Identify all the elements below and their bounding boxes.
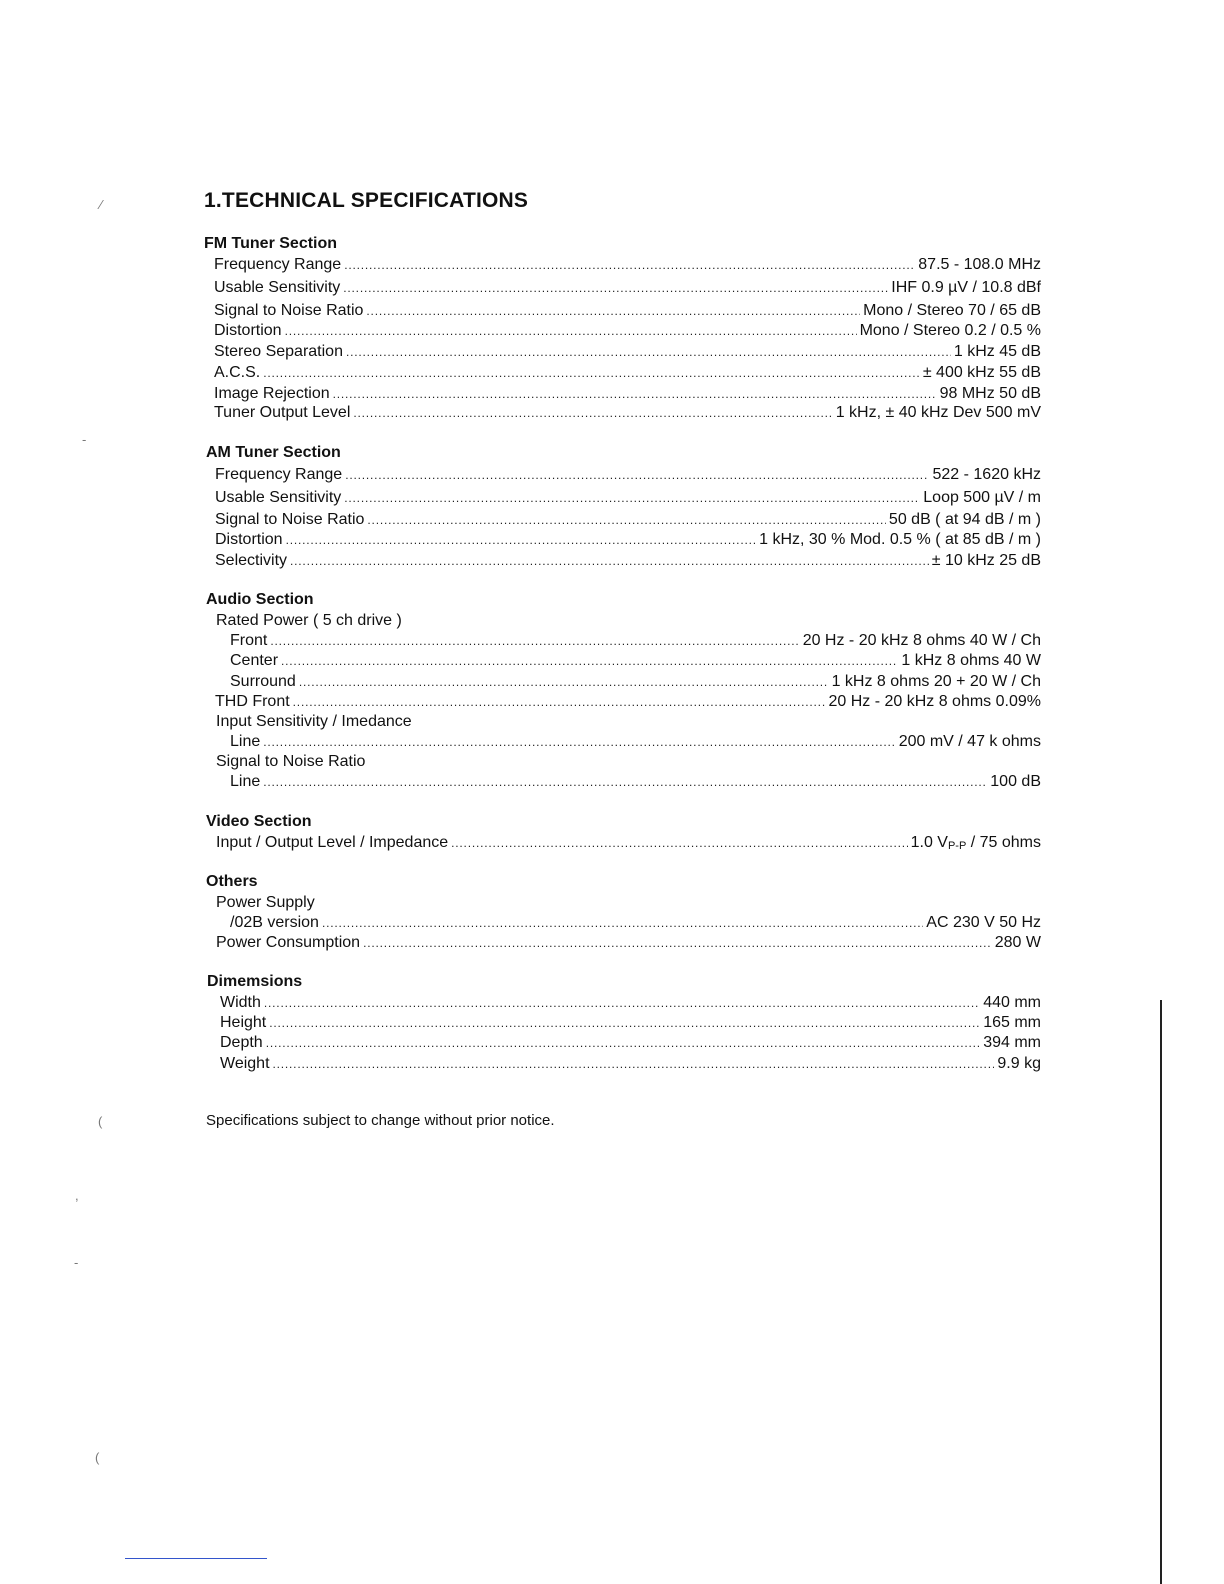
- spec-label: Center: [230, 652, 279, 669]
- scan-speck: -: [82, 432, 87, 447]
- spec-row: [220, 993, 1041, 1013]
- dot-leader: [270, 631, 799, 651]
- spec-row: [230, 631, 1041, 651]
- dot-leader: [264, 993, 980, 1013]
- spec-label: Line: [230, 773, 261, 790]
- spec-row: [214, 384, 1041, 404]
- dot-leader: [293, 692, 826, 712]
- video-value-prefix: 1.0 V: [910, 834, 948, 851]
- section-heading-others: Others: [206, 873, 258, 890]
- spec-value: 280 W: [994, 934, 1041, 951]
- spec-row: [230, 772, 1041, 792]
- section-heading-fm: FM Tuner Section: [204, 235, 338, 252]
- dot-leader: [346, 342, 951, 362]
- scan-speck: ⁄: [100, 197, 103, 212]
- spec-label: Line: [230, 733, 261, 750]
- dot-leader: [344, 255, 915, 275]
- spec-row: [216, 833, 1041, 856]
- spec-subheading: Signal to Noise Ratio: [216, 753, 366, 770]
- video-value-subscript: P-P: [947, 840, 967, 852]
- dot-leader: [281, 651, 898, 671]
- spec-label: Width: [220, 994, 261, 1011]
- dot-leader: [266, 1033, 981, 1053]
- spec-label: Power Consumption: [216, 934, 361, 951]
- dot-leader: [345, 465, 929, 485]
- spec-label: Image Rejection: [214, 385, 330, 402]
- spec-value: 9.9 kg: [997, 1055, 1041, 1072]
- spec-value: 440 mm: [983, 994, 1041, 1011]
- spec-row: [230, 651, 1041, 671]
- spec-row: [215, 465, 1041, 485]
- spec-row: [220, 1013, 1041, 1033]
- spec-value: 200 mV / 47 k ohms: [898, 733, 1041, 750]
- video-value-suffix: / 75 ohms: [966, 834, 1041, 851]
- spec-row: [214, 278, 1041, 298]
- spec-label: Distortion: [215, 531, 283, 548]
- spec-label: Tuner Output Level: [214, 404, 351, 421]
- spec-label: Distortion: [214, 322, 282, 339]
- dot-leader: [273, 1054, 995, 1074]
- spec-label: Height: [220, 1014, 267, 1031]
- dot-leader: [333, 384, 937, 404]
- spec-value: 394 mm: [983, 1034, 1041, 1051]
- spec-subheading: Input Sensitivity / Imedance: [216, 713, 412, 730]
- spec-label: Frequency Range: [214, 256, 342, 273]
- footnote: Specifications subject to change without prior notice.: [206, 1112, 555, 1129]
- spec-value: Loop 500 µV / m: [923, 489, 1041, 506]
- spec-label: Stereo Separation: [214, 343, 343, 360]
- spec-value: 100 dB: [990, 773, 1041, 790]
- spec-row: [215, 510, 1041, 530]
- scan-speck: ,: [75, 1188, 79, 1203]
- spec-value: 1 kHz 45 dB: [953, 343, 1041, 360]
- spec-row: [230, 732, 1041, 752]
- spec-value: 1 kHz 8 ohms 20 + 20 W / Ch: [831, 673, 1041, 690]
- dot-leader: [269, 1013, 980, 1033]
- spec-value: [911, 833, 1041, 856]
- spec-row: [230, 672, 1041, 692]
- spec-value: 1 kHz 8 ohms 40 W: [901, 652, 1041, 669]
- section-heading-audio: Audio Section: [206, 591, 314, 608]
- spec-label: Frequency Range: [215, 466, 343, 483]
- spec-value: ± 400 kHz 55 dB: [922, 364, 1041, 381]
- dot-leader: [366, 301, 860, 321]
- spec-value: 20 Hz - 20 kHz 8 ohms 0.09%: [828, 693, 1041, 710]
- scan-speck: -: [74, 1255, 79, 1270]
- dot-leader: [299, 672, 829, 692]
- spec-row: [220, 1054, 1041, 1074]
- spec-row: [216, 933, 1041, 953]
- spec-value: Mono / Stereo 70 / 65 dB: [863, 302, 1041, 319]
- spec-value: AC 230 V 50 Hz: [926, 914, 1041, 931]
- spec-value: 20 Hz - 20 kHz 8 ohms 40 W / Ch: [802, 632, 1041, 649]
- spec-value: 522 - 1620 kHz: [932, 466, 1041, 483]
- spec-value: Mono / Stereo 0.2 / 0.5 %: [859, 322, 1041, 339]
- spec-subheading: Power Supply: [216, 894, 315, 911]
- dot-leader: [263, 772, 987, 792]
- spec-label: Weight: [220, 1055, 270, 1072]
- dot-leader: [322, 913, 923, 933]
- spec-row: [214, 301, 1041, 321]
- scan-edge-line: [1160, 1000, 1162, 1584]
- spec-value: IHF 0.9 µV / 10.8 dBf: [891, 279, 1041, 296]
- section-heading-dimensions: Dimemsions: [207, 973, 303, 990]
- spec-label: /02B version: [230, 914, 319, 931]
- spec-label: Usable Sensitivity: [214, 279, 341, 296]
- spec-label: Surround: [230, 673, 296, 690]
- spec-value: 1 kHz, 30 % Mod. 0.5 % ( at 85 dB / m ): [759, 531, 1041, 548]
- dot-leader: [343, 278, 888, 298]
- spec-label: Depth: [220, 1034, 263, 1051]
- dot-leader: [290, 551, 929, 571]
- section-heading-video: Video Section: [206, 813, 312, 830]
- spec-label: Input / Output Level / Impedance: [216, 834, 449, 851]
- dot-leader: [367, 510, 886, 530]
- spec-row: [214, 363, 1041, 383]
- spec-value: 50 dB ( at 94 dB / m ): [888, 511, 1041, 528]
- spec-value: ± 10 kHz 25 dB: [931, 552, 1041, 569]
- section-heading-am: AM Tuner Section: [206, 444, 341, 461]
- dot-leader: [353, 403, 832, 423]
- scan-speck: (: [95, 1450, 100, 1465]
- scan-speck: (: [98, 1114, 103, 1129]
- dot-leader: [344, 488, 920, 508]
- spec-label: Signal to Noise Ratio: [215, 511, 365, 528]
- dot-leader: [451, 833, 907, 853]
- bottom-rule: [125, 1558, 267, 1559]
- spec-value: 1 kHz, ± 40 kHz Dev 500 mV: [835, 404, 1041, 421]
- spec-value: 87.5 - 108.0 MHz: [918, 256, 1041, 273]
- dot-leader: [263, 363, 920, 383]
- dot-leader: [285, 321, 857, 341]
- spec-row: [214, 403, 1041, 423]
- spec-value: 98 MHz 50 dB: [939, 385, 1041, 402]
- dot-leader: [286, 530, 757, 550]
- spec-row: [215, 551, 1041, 571]
- spec-row: [214, 321, 1041, 341]
- spec-row: [230, 913, 1041, 933]
- spec-row: [214, 342, 1041, 362]
- spec-label: THD Front: [215, 693, 290, 710]
- spec-value: 165 mm: [983, 1014, 1041, 1031]
- spec-row: [215, 692, 1041, 712]
- spec-row: [220, 1033, 1041, 1053]
- spec-row: [215, 488, 1041, 508]
- spec-label: Usable Sensitivity: [215, 489, 342, 506]
- spec-label: A.C.S.: [214, 364, 261, 381]
- dot-leader: [363, 933, 992, 953]
- dot-leader: [263, 732, 895, 752]
- spec-row: [214, 255, 1041, 275]
- spec-label: Selectivity: [215, 552, 288, 569]
- spec-label: Front: [230, 632, 268, 649]
- page-title: 1.TECHNICAL SPECIFICATIONS: [204, 189, 529, 212]
- spec-label: Signal to Noise Ratio: [214, 302, 364, 319]
- spec-subheading: Rated Power ( 5 ch drive ): [216, 612, 402, 629]
- spec-row: [215, 530, 1041, 550]
